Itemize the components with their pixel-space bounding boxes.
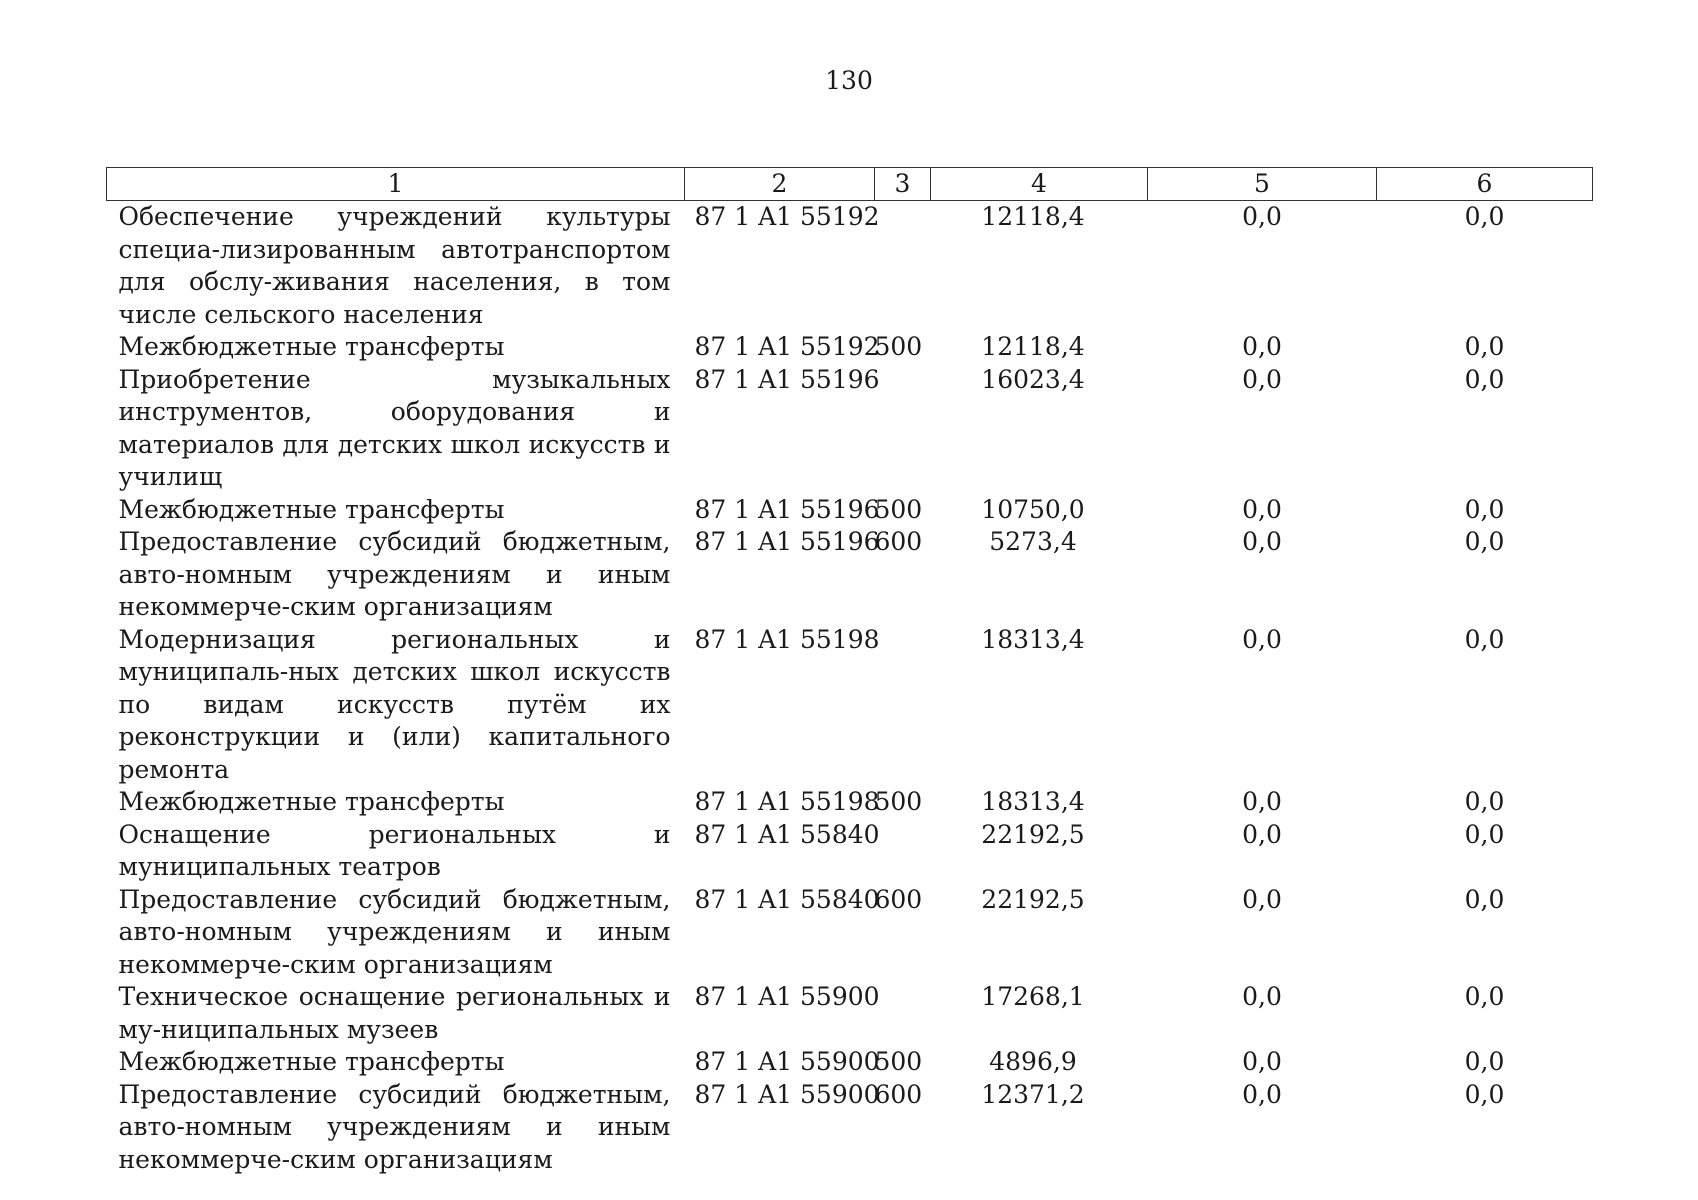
row-code: 87 1 A1 55840 (694, 819, 880, 849)
table-row (107, 884, 1593, 982)
row-value-5: 0,0 (1242, 494, 1282, 524)
row-value-6: 0,0 (1464, 202, 1505, 231)
row-value-4: 10750,0 (981, 494, 1085, 524)
row-value-5: 0,0 (1242, 819, 1282, 849)
row-value-6: 0,0 (1464, 494, 1505, 524)
row-type (875, 364, 931, 494)
row-value-6: 0,0 (1464, 1079, 1505, 1109)
row-value-4: 16023,4 (981, 364, 1085, 394)
row-value-4: 4896,9 (989, 1047, 1077, 1076)
row-code: 87 1 A1 55900 (694, 982, 880, 1011)
row-value-6: 0,0 (1464, 624, 1505, 654)
row-code: 87 1 A1 55900 (694, 1079, 880, 1109)
row-value-6: 0,0 (1464, 1047, 1505, 1076)
row-value-4: 22192,5 (981, 819, 1085, 849)
row-value-5: 0,0 (1242, 1047, 1282, 1076)
row-value-5: 0,0 (1242, 787, 1282, 816)
table-row (107, 1046, 1593, 1079)
row-value-5: 0,0 (1242, 1079, 1282, 1109)
row-name: Межбюджетные трансферты (118, 494, 505, 524)
row-value-5: 0,0 (1242, 624, 1282, 654)
row-code: 87 1 A1 55900 (694, 1047, 880, 1076)
row-value-4: 5273,4 (989, 527, 1077, 556)
row-value-6: 0,0 (1464, 982, 1505, 1011)
budget-table (106, 167, 1593, 1176)
row-code: 87 1 A1 55192 (694, 332, 880, 361)
row-type: 600 (874, 527, 923, 556)
row-type (875, 624, 931, 787)
row-value-4: 22192,5 (981, 884, 1085, 914)
row-type (875, 819, 931, 884)
row-value-6: 0,0 (1464, 364, 1505, 394)
row-name: Приобретение музыкальных инструментов, оборудования и материалов для детских школ искусств и училищ (118, 364, 671, 491)
row-type: 500 (874, 332, 923, 361)
table-row (107, 819, 1593, 884)
row-value-6: 0,0 (1464, 332, 1505, 361)
row-name: Межбюджетные трансферты (118, 332, 505, 361)
row-name: Предоставление субсидий бюджетным, авто-номным учреждениям и иным некоммерче-ским организациям (118, 527, 671, 621)
column-header-5: 5 (1148, 168, 1377, 201)
row-name: Межбюджетные трансферты (118, 787, 505, 816)
column-header-1: 1 (107, 168, 685, 201)
column-header-4: 4 (931, 168, 1148, 201)
row-value-4: 18313,4 (981, 624, 1085, 654)
row-type: 500 (874, 494, 923, 524)
table-row (107, 624, 1593, 787)
row-code: 87 1 A1 55198 (694, 787, 880, 816)
row-value-4: 17268,1 (981, 982, 1085, 1011)
table-row (107, 786, 1593, 819)
table-row (107, 364, 1593, 494)
table-row (107, 201, 1593, 332)
row-type: 500 (874, 1047, 923, 1076)
page-number: 130 (825, 66, 873, 95)
row-name: Модернизация региональных и муниципаль-ных детских школ искусств по видам искусств путём их реконструкции и (или) капитального ремонта (118, 624, 671, 784)
row-name: Предоставление субсидий бюджетным, авто-номным учреждениям и иным некоммерче-ским организациям (118, 1079, 671, 1174)
table-row (107, 331, 1593, 364)
column-header-2: 2 (685, 168, 875, 201)
table-row (107, 1079, 1593, 1177)
row-name: Межбюджетные трансферты (118, 1047, 505, 1076)
row-value-6: 0,0 (1464, 527, 1505, 556)
row-type (875, 201, 931, 332)
row-value-5: 0,0 (1242, 527, 1282, 556)
row-code: 87 1 A1 55192 (694, 202, 880, 231)
row-type: 600 (874, 1079, 923, 1109)
row-value-6: 0,0 (1464, 787, 1505, 816)
row-name: Оснащение региональных и муниципальных театров (118, 819, 671, 881)
table-row (107, 526, 1593, 624)
column-header-3: 3 (875, 168, 931, 201)
row-value-4: 12118,4 (981, 202, 1085, 231)
row-value-5: 0,0 (1242, 332, 1282, 361)
row-value-4: 12371,2 (981, 1079, 1085, 1109)
row-type: 600 (874, 884, 923, 914)
column-header-6: 6 (1377, 168, 1593, 201)
row-value-4: 18313,4 (981, 787, 1085, 816)
row-value-5: 0,0 (1242, 364, 1282, 394)
row-code: 87 1 A1 55196 (694, 494, 880, 524)
row-value-5: 0,0 (1242, 884, 1282, 914)
row-value-6: 0,0 (1464, 884, 1505, 914)
row-value-6: 0,0 (1464, 819, 1505, 849)
row-code: 87 1 A1 55196 (694, 364, 880, 394)
row-value-5: 0,0 (1242, 202, 1282, 231)
row-name: Предоставление субсидий бюджетным, авто-номным учреждениям и иным некоммерче-ским организациям (118, 884, 671, 979)
row-code: 87 1 A1 55196 (694, 527, 880, 556)
row-code: 87 1 A1 55840 (694, 884, 880, 914)
row-name: Обеспечение учреждений культуры специа-лизированным автотранспортом для обслу-живания населения, в том числе сельского населения (118, 202, 671, 329)
header-row (107, 168, 1593, 201)
table-row (107, 981, 1593, 1046)
row-value-4: 12118,4 (981, 332, 1085, 361)
row-type (875, 981, 931, 1046)
table-row (107, 494, 1593, 527)
row-value-5: 0,0 (1242, 982, 1282, 1011)
row-name: Техническое оснащение региональных и му-ниципальных музеев (118, 982, 671, 1044)
row-type: 500 (874, 787, 923, 816)
row-code: 87 1 A1 55198 (694, 624, 880, 654)
